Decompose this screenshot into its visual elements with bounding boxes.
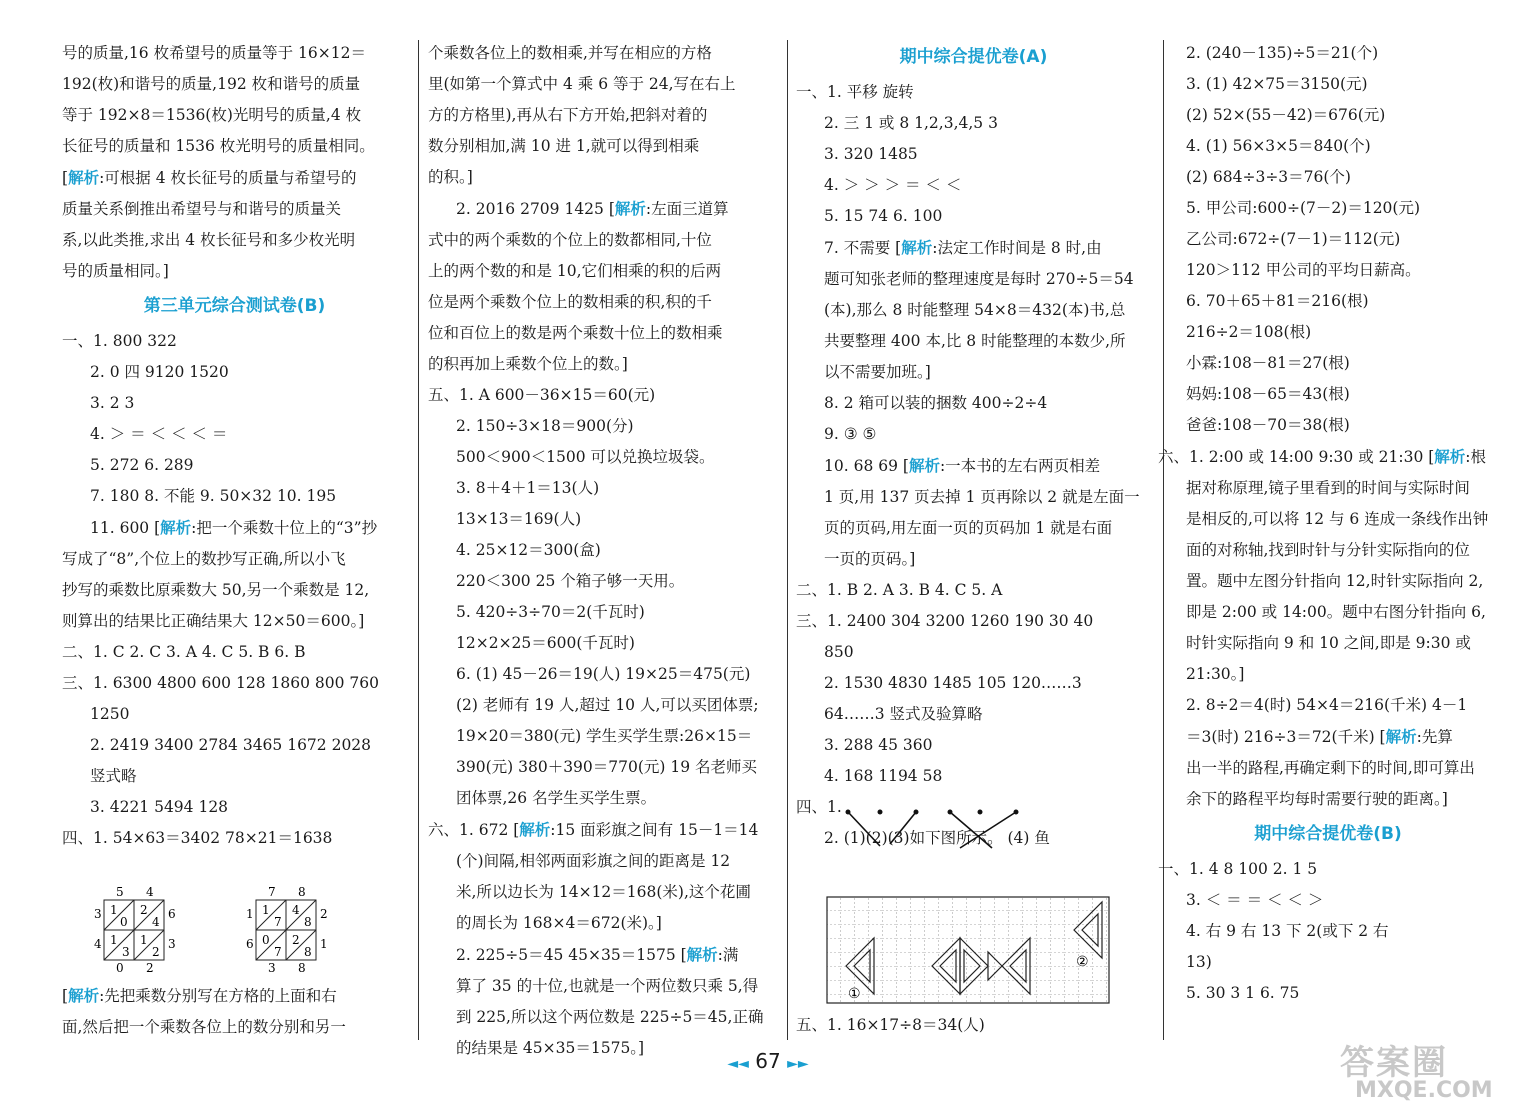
- grid1-bottom-0: 0: [116, 961, 124, 975]
- text-line: 2. 0 四 9120 1520: [90, 363, 229, 381]
- text-line: 是相反的,可以将 12 与 6 连成一条线作出钟: [1186, 510, 1489, 528]
- text-line: 二、1. B 2. A 3. B 4. C 5. A: [796, 581, 1003, 599]
- column-divider-2: [787, 40, 788, 1040]
- text-line: 三、1. 2400 304 3200 1260 190 30 40: [796, 612, 1094, 630]
- text-line: 上的两个数的和是 10,它们相乘的积的后两: [428, 262, 722, 280]
- text-line: 11. 600 [解析:把一个乘数十位上的“3”抄: [90, 518, 378, 537]
- text-line: 850: [824, 643, 854, 661]
- text-line: 爸爸:108－70＝38(根): [1186, 416, 1350, 434]
- text-line: [解析:可根据 4 枚长征号的质量与希望号的: [62, 168, 357, 187]
- text-line: 乙公司:672÷(7－1)＝112(元): [1186, 230, 1401, 248]
- text-line: 的结果是 45×35＝1575。]: [456, 1039, 645, 1057]
- text-line: 64……3 竖式及验算略: [824, 705, 983, 723]
- grid2-cell-d: 8: [304, 915, 312, 929]
- text-line: 7. 不需要 [解析:法定工作时间是 8 时,由: [824, 238, 1102, 257]
- analysis-tag: 解析: [908, 456, 940, 475]
- text-line: 五、1. 16×17÷8＝34(人): [796, 1016, 985, 1034]
- text-line: 21:30。]: [1186, 665, 1245, 683]
- text-line: 13): [1186, 953, 1212, 971]
- figure-label-two: ②: [1076, 954, 1089, 970]
- grid2-right-0: 2: [320, 907, 328, 921]
- text-line: 5. 272 6. 289: [90, 456, 194, 474]
- grid1-cell-h: 2: [152, 945, 160, 959]
- analysis-tag: 解析: [901, 238, 933, 257]
- text-line: 1 页,用 137 页去掉 1 页再除以 2 就是左面一: [824, 488, 1140, 506]
- text-line: 的周长为 168×4＝672(米)。]: [456, 914, 662, 932]
- text-line: 2. 2016 2709 1425 [解析:左面三道算: [456, 199, 729, 218]
- text-line: 质量关系倒推出希望号与和谐号的质量关: [62, 200, 342, 218]
- text-line: 式中的两个乘数的个位上的数都相同,十位: [428, 231, 712, 249]
- text-line: (2) 52×(55－42)＝676(元): [1186, 106, 1386, 124]
- text-line: 6. 70＋65＋81＝216(根): [1186, 292, 1369, 310]
- text-line: 的积。]: [428, 168, 473, 186]
- grid1-left-1: 4: [94, 937, 102, 951]
- text-line: 2. 三 1 或 8 1,2,3,4,5 3: [824, 114, 998, 132]
- grid2-left-1: 6: [246, 937, 254, 951]
- text-line: 3. 320 1485: [824, 145, 918, 163]
- text-line: 页的页码,用左面一页的页码加 1 就是右面: [824, 519, 1113, 537]
- analysis-tag: 解析: [1385, 727, 1417, 746]
- text-line: 4. 25×12＝300(盒): [456, 541, 601, 559]
- page-number: 67: [755, 1049, 781, 1073]
- text-line: 3. 8＋4＋1＝13(人): [456, 479, 600, 497]
- grid1-cell-d: 4: [152, 915, 160, 929]
- text-line: 数分别相加,满 10 进 1,就可以得到相乘: [428, 137, 700, 155]
- text-line: 1250: [90, 705, 130, 723]
- watermark-logo: 答案圈: [1340, 1043, 1448, 1083]
- grid1-cell-a: 1: [110, 903, 118, 917]
- text-line: 一、1. 4 8 100 2. 1 5: [1158, 860, 1318, 878]
- text-line: 4. 168 1194 58: [824, 767, 943, 785]
- text-line: 220＜300 25 个箱子够一天用。: [456, 572, 685, 590]
- next-arrow-icon: ►►: [787, 1056, 809, 1072]
- text-line: 写成了“8”,个位上的数抄写正确,所以小飞: [62, 550, 346, 568]
- text-line: 小霖:108－81＝27(根): [1186, 354, 1350, 372]
- text-line: 3. 288 45 360: [824, 736, 933, 754]
- grid1-cell-c: 2: [140, 903, 148, 917]
- text-line: 12×2×25＝600(千瓦时): [456, 634, 635, 652]
- text-line: 192(枚)和谐号的质量,192 枚和谐号的质量: [62, 75, 361, 93]
- text-line: 以不需要加班。]: [824, 363, 931, 381]
- text-line: 妈妈:108－65＝43(根): [1186, 385, 1350, 403]
- grid1-right-1: 3: [168, 937, 176, 951]
- text-line: 8. 2 箱可以装的捆数 400÷2÷4: [824, 394, 1048, 412]
- matching-lines-figure: [840, 804, 1050, 852]
- text-line: 号的质量,16 枚希望号的质量等于 16×12＝: [62, 44, 366, 62]
- text-line: 团体票,26 名学生买学生票。: [456, 789, 657, 807]
- text-line: 120＞112 甲公司的平均日薪高。: [1186, 261, 1421, 279]
- text-line: 四、1. 54×63＝3402 78×21＝1638: [62, 829, 333, 847]
- grid2-top-0: 7: [268, 885, 276, 899]
- text-line: 19×20＝380(元) 学生买学生票:26×15＝: [456, 727, 753, 745]
- grid1-cell-g: 1: [140, 933, 148, 947]
- grid2-cell-c: 4: [292, 903, 300, 917]
- text-line: 四、1.: [796, 798, 842, 816]
- text-line: 4. ＞ ＝ ＜ ＜ ＜ ＝: [90, 425, 228, 443]
- grid2-top-1: 8: [298, 885, 306, 899]
- text-line: 方的方格里),再从右下方开始,把斜对着的: [428, 106, 708, 124]
- section-heading: 期中综合提优卷(B): [1254, 824, 1402, 844]
- figure-label-one: ①: [848, 986, 861, 1002]
- text-line: 个乘数各位上的数相乘,并写在相应的方格: [428, 44, 712, 62]
- text-line: 位和百位上的数是两个乘数十位上的数相乘: [428, 324, 723, 342]
- text-line: 五、1. A 600－36×15＝60(元): [428, 386, 656, 404]
- section-heading: 期中综合提优卷(A): [899, 47, 1048, 67]
- analysis-tag: 解析: [614, 199, 646, 218]
- text-line: 一、1. 800 322: [62, 332, 177, 350]
- text-line: 3. 2 3: [90, 394, 135, 412]
- grid2-cell-h: 8: [304, 945, 312, 959]
- text-line: 六、1. 672 [解析:15 面彩旗之间有 15－1＝14: [428, 820, 759, 839]
- text-line: 7. 180 8. 不能 9. 50×32 10. 195: [90, 487, 337, 505]
- grid2-bottom-0: 3: [268, 961, 276, 975]
- column-4: [1158, 38, 1498, 1009]
- text-line: 一页的页码。]: [824, 550, 916, 568]
- text-line: 2. (240－135)÷5＝21(个): [1186, 44, 1379, 62]
- grid2-cell-g: 2: [292, 933, 300, 947]
- text-line: 5. 15 74 6. 100: [824, 207, 943, 225]
- text-line: 面的对称轴,找到时针与分针实际指向的位: [1186, 541, 1470, 559]
- text-line: 据对称原理,镜子里看到的时间与实际时间: [1186, 479, 1470, 497]
- analysis-tag: 解析: [68, 986, 100, 1005]
- grid2-cell-e: 0: [262, 933, 270, 947]
- text-line: 6. (1) 45－26＝19(人) 19×25＝475(元): [456, 665, 751, 683]
- text-line: 长征号的质量和 1536 枚光明号的质量相同。: [62, 137, 375, 155]
- text-line: 2. 225÷5＝45 45×35＝1575 [解析:满: [456, 945, 739, 964]
- lattice-grid-2: [244, 884, 334, 976]
- text-line: 2. (1)(2)(3)如下图所示。 (4) 鱼: [824, 829, 1050, 847]
- analysis-tag: 解析: [160, 518, 192, 537]
- text-line: 216÷2＝108(根): [1186, 323, 1312, 341]
- symmetry-grid-figure: [826, 896, 1110, 1004]
- text-line: 500＜900＜1500 可以兑换垃圾袋。: [456, 448, 715, 466]
- text-line: 4. 右 9 右 13 下 2(或下 2 右: [1186, 922, 1389, 940]
- text-line: 系,以此类推,求出 4 枚长征号和多少枚光明: [62, 231, 356, 249]
- text-line: (个)间隔,相邻两面彩旗之间的距离是 12: [456, 852, 731, 870]
- column-divider-1: [418, 40, 419, 1040]
- text-line: 390(元) 380＋390＝770(元) 19 名老师买: [456, 758, 758, 776]
- text-line: 共要整理 400 本,比 8 时能整理的本数少,所: [824, 332, 1126, 350]
- text-line: 抄写的乘数比原乘数大 50,另一个乘数是 12,: [62, 581, 370, 599]
- grid1-right-0: 6: [168, 907, 176, 921]
- column-3-tail: [796, 1010, 1151, 1041]
- grid2-cell-f: 7: [274, 945, 282, 959]
- grid1-cell-e: 1: [110, 933, 118, 947]
- text-line: 10. 68 69 [解析:一本书的左右两页相差: [824, 456, 1101, 475]
- text-line: 5. 甲公司:600÷(7－2)＝120(元): [1186, 199, 1421, 217]
- text-line: 算了 35 的十位,也就是一个两位数只乘 5,得: [456, 977, 759, 995]
- text-line: 一、1. 平移 旋转: [796, 83, 914, 101]
- text-line: 3. ＜ ＝ ＝ ＜ ＜ ＞: [1186, 891, 1324, 909]
- analysis-tag: 解析: [1434, 447, 1466, 466]
- text-line: 里(如第一个算式中 4 乘 6 等于 24,写在右上: [428, 75, 736, 93]
- text-line: 2. 8÷2＝4(时) 54×4＝216(千米) 4－1: [1186, 696, 1468, 714]
- grid2-cell-b: 7: [274, 915, 282, 929]
- analysis-tag: 解析: [519, 820, 551, 839]
- grid2-left-0: 1: [246, 907, 254, 921]
- column-2: [428, 38, 773, 1064]
- text-line: 置。题中左图分针指向 12,时针实际指向 2,: [1186, 572, 1484, 590]
- text-line: 位是两个乘数个位上的数相乘的积,积的千: [428, 293, 712, 311]
- lattice-grid-1: [92, 884, 182, 976]
- text-line: 竖式略: [90, 767, 137, 785]
- column-1-tail: [62, 980, 407, 1043]
- text-line: 5. 420÷3÷70＝2(千瓦时): [456, 603, 645, 621]
- text-line: (2) 老师有 19 人,超过 10 人,可以买团体票;: [456, 696, 759, 714]
- text-line: 3. (1) 42×75＝3150(元): [1186, 75, 1368, 93]
- text-line: 9. ③ ⑤: [824, 425, 877, 443]
- text-line: 的积再加上乘数个位上的数。]: [428, 355, 628, 373]
- watermark-url: MXQE.COM: [1355, 1078, 1493, 1103]
- grid1-cell-f: 3: [122, 945, 130, 959]
- text-line: 号的质量相同。]: [62, 262, 169, 280]
- text-line: (2) 684÷3÷3＝76(个): [1186, 168, 1351, 186]
- grid1-bottom-1: 2: [146, 961, 154, 975]
- text-line: 4. (1) 56×3×5＝840(个): [1186, 137, 1371, 155]
- text-line: 3. 4221 5494 128: [90, 798, 229, 816]
- grid1-top-0: 5: [116, 885, 124, 899]
- text-line: 等于 192×8＝1536(枚)光明号的质量,4 枚: [62, 106, 362, 124]
- text-line: 二、1. C 2. C 3. A 4. C 5. B 6. B: [62, 643, 306, 661]
- text-line: 5. 30 3 1 6. 75: [1186, 984, 1300, 1002]
- text-line: 则算出的结果比正确结果大 12×50＝600。]: [62, 612, 365, 630]
- text-line: 13×13＝169(人): [456, 510, 582, 528]
- text-line: [解析:先把乘数分别写在方格的上面和右: [62, 986, 337, 1005]
- column-1: [62, 38, 407, 854]
- text-line: 面,然后把一个乘数各位上的数分别和另一: [62, 1018, 346, 1036]
- grid2-bottom-1: 8: [298, 961, 306, 975]
- text-line: 余下的路程平均每时需要行驶的距离。]: [1186, 790, 1448, 808]
- column-3: [796, 38, 1151, 854]
- page-footer: [0, 1049, 1536, 1073]
- text-line: 题可知张老师的整理速度是每时 270÷5＝54: [824, 270, 1134, 288]
- analysis-tag: 解析: [68, 168, 100, 187]
- text-line: 4. ＞ ＞ ＞ ＝ ＜ ＜: [824, 176, 962, 194]
- grid2-right-1: 1: [320, 937, 328, 951]
- grid1-top-1: 4: [146, 885, 154, 899]
- section-heading: 第三单元综合测试卷(B): [143, 296, 326, 316]
- text-line: 2. 1530 4830 1485 105 120……3: [824, 674, 1082, 692]
- text-line: ＝3(时) 216÷3＝72(千米) [解析:先算: [1186, 727, 1453, 746]
- grid1-left-0: 3: [94, 907, 102, 921]
- prev-arrow-icon: ◄◄: [727, 1056, 749, 1072]
- text-line: (本),那么 8 时能整理 54×8＝432(本)书,总: [824, 301, 1126, 319]
- grid2-cell-a: 1: [262, 903, 270, 917]
- grid1-cell-b: 0: [120, 915, 128, 929]
- text-line: 出一半的路程,再确定剩下的时间,即可算出: [1186, 759, 1475, 777]
- analysis-tag: 解析: [686, 945, 718, 964]
- text-line: 到 225,所以这个两位数是 225÷5＝45,正确: [456, 1008, 764, 1026]
- text-line: 2. 150÷3×18＝900(分): [456, 417, 634, 435]
- text-line: 时针实际指向 9 和 10 之间,即是 9:30 或: [1186, 634, 1471, 652]
- text-line: 三、1. 6300 4800 600 128 1860 800 760: [62, 674, 379, 692]
- text-line: 即是 2:00 或 14:00。题中右图分针指向 6,: [1186, 603, 1486, 621]
- text-line: 2. 2419 3400 2784 3465 1672 2028: [90, 736, 372, 754]
- text-line: 米,所以边长为 14×12＝168(米),这个花圃: [456, 883, 751, 901]
- text-line: 六、1. 2:00 或 14:00 9:30 或 21:30 [解析:根: [1158, 447, 1487, 466]
